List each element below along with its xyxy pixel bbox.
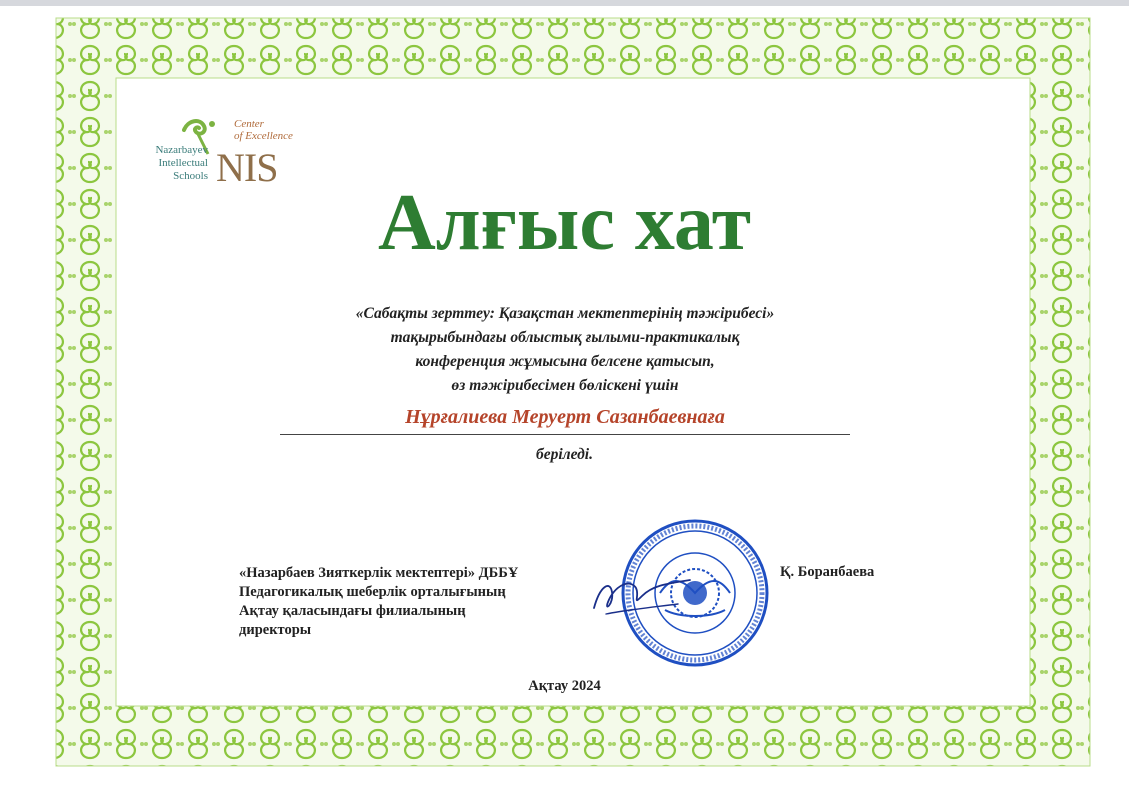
body-line: конференция жұмысына белсене қатысып, bbox=[415, 353, 715, 370]
recipient-underline bbox=[280, 434, 850, 435]
nis-logo-brand: NIS bbox=[216, 145, 278, 190]
recipient-name: Нұрғалиева Меруерт Сазанбаевнаға bbox=[405, 406, 725, 428]
logo-line: Intellectual bbox=[158, 157, 208, 169]
certificate bbox=[0, 6, 1129, 800]
logo-line: Schools bbox=[173, 170, 208, 182]
director-line: директоры bbox=[239, 622, 312, 638]
body-line: тақырыбындағы облыстық ғылыми-практикалық bbox=[390, 329, 740, 346]
given-text: беріледі. bbox=[536, 446, 593, 463]
body-line: өз тәжірибесімен бөліскені үшін bbox=[451, 377, 679, 394]
tagline-line: of Excellence bbox=[234, 130, 293, 142]
signer-name: Қ. Боранбаева bbox=[780, 564, 875, 580]
director-title bbox=[239, 564, 609, 640]
tagline-line: Center bbox=[234, 118, 264, 130]
signature-scribble bbox=[586, 566, 696, 626]
director-line: Педагогикалық шеберлік орталығының bbox=[239, 584, 506, 600]
certificate-body bbox=[200, 302, 930, 398]
director-line: «Назарбаев Зияткерлік мектептері» ДББҰ bbox=[239, 565, 519, 581]
logo-line: Nazarbayev bbox=[155, 144, 208, 156]
place-year: Ақтау 2024 bbox=[528, 678, 601, 694]
certificate-title: Алғыс хат bbox=[377, 179, 752, 267]
nis-logo-tagline bbox=[234, 118, 293, 142]
director-line: Ақтау қаласындағы филиалының bbox=[239, 603, 466, 619]
body-line: «Сабақты зерттеу: Қазақстан мектептерінің тәжірибесі» bbox=[355, 305, 775, 322]
